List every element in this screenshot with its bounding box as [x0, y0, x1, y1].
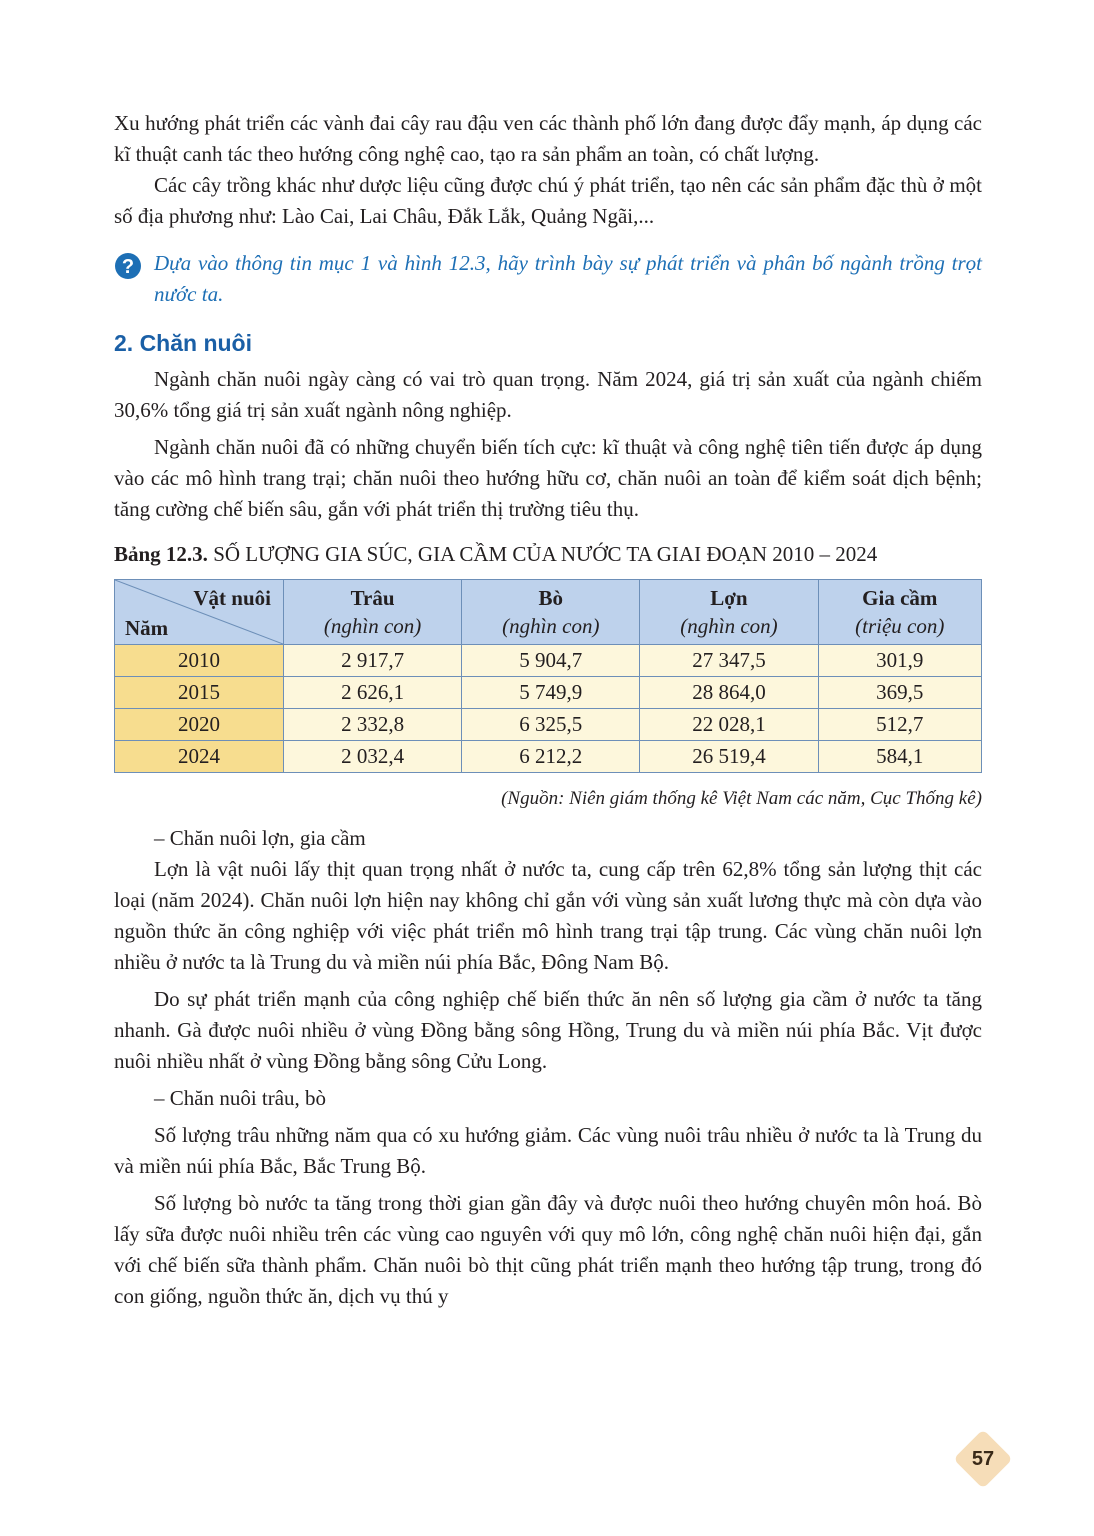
year-cell: 2020 — [115, 709, 284, 741]
table-row — [115, 741, 982, 773]
subheading-buffalo-cattle: – Chăn nuôi trâu, bò — [154, 1086, 327, 1110]
value-cell: 5 904,7 — [462, 645, 640, 677]
value-cell: 6 325,5 — [462, 709, 640, 741]
table-caption-text: SỐ LƯỢNG GIA SÚC, GIA CẦM CỦA NƯỚC TA GIAI ĐOẠN 2010 – 2024 — [207, 542, 878, 566]
column-unit: (nghìn con) — [680, 614, 778, 638]
page-content — [114, 108, 982, 1312]
table-row — [115, 645, 982, 677]
column-unit: (triệu con) — [855, 614, 945, 638]
paragraph-medicinal: Các cây trồng khác như dược liệu cũng được chú ý phát triển, tạo nên các sản phẩm đặc thù ở một số địa phương như: Lào Cai, Lai Châu, Đắk Lắk, Quảng Ngãi,... — [114, 173, 982, 228]
paragraph-poultry: Do sự phát triển mạnh của công nghiệp chế biến thức ăn nên số lượng gia cầm ở nước ta tăng nhanh. Gà được nuôi nhiều ở vùng Đồng bằng sông Hồng, Trung du và miền núi phía Bắc. Vịt được nuôi nhiều nhất ở vùng Đồng bằng sông Cửu Long. — [114, 987, 982, 1073]
value-cell: 26 519,4 — [640, 741, 818, 773]
paragraph-buffalo: Số lượng trâu những năm qua có xu hướng giảm. Các vùng nuôi trâu nhiều ở nước ta là Trung du và miền núi phía Bắc, Bắc Trung Bộ. — [114, 1123, 982, 1178]
column-name: Bò — [538, 586, 564, 610]
column-name: Gia cầm — [862, 586, 938, 610]
value-cell: 6 212,2 — [462, 741, 640, 773]
table-source: (Nguồn: Niên giám thống kê Việt Nam các năm, Cục Thống kê) — [501, 788, 982, 809]
value-cell: 512,7 — [818, 709, 981, 741]
year-cell: 2024 — [115, 741, 284, 773]
section-title: 2. Chăn nuôi — [114, 330, 252, 356]
value-cell: 2 332,8 — [284, 709, 462, 741]
column-unit: (nghìn con) — [323, 614, 422, 638]
livestock-table — [114, 579, 982, 773]
value-cell: 2 626,1 — [284, 677, 462, 709]
corner-label-year: Năm — [125, 616, 169, 640]
table-caption — [114, 539, 982, 569]
subheading-pig-poultry: – Chăn nuôi lợn, gia cầm — [154, 826, 366, 850]
table-corner-cell — [115, 580, 284, 645]
value-cell: 584,1 — [818, 741, 981, 773]
value-cell: 2 032,4 — [284, 741, 462, 773]
value-cell: 2 917,7 — [284, 645, 462, 677]
corner-label-animal: Vật nuôi — [193, 586, 271, 610]
value-cell: 28 864,0 — [640, 677, 818, 709]
paragraph-vegetables: Xu hướng phát triển các vành đai cây rau đậu ven các thành phố lớn đang được đẩy mạnh, áp dụng các kĩ thuật canh tác theo hướng công nghệ cao, tạo ra sản phẩm an toàn, có chất lượng. — [114, 111, 982, 166]
value-cell: 22 028,1 — [640, 709, 818, 741]
value-cell: 369,5 — [818, 677, 981, 709]
column-header-pig — [640, 580, 818, 645]
column-name: Trâu — [350, 586, 395, 610]
column-header-buffalo — [284, 580, 462, 645]
paragraph-livestock-changes: Ngành chăn nuôi đã có những chuyển biến tích cực: kĩ thuật và công nghệ tiên tiến được áp dụng vào các mô hình trang trại; chăn nuôi theo hướng hữu cơ, chăn nuôi an toàn để kiểm soát dịch bệnh; tăng cường chế biến sâu, gắn với phát triển thị trường tiêu thụ. — [114, 435, 982, 521]
value-cell: 27 347,5 — [640, 645, 818, 677]
value-cell: 5 749,9 — [462, 677, 640, 709]
value-cell: 301,9 — [818, 645, 981, 677]
column-unit: (nghìn con) — [502, 614, 600, 638]
question-box — [114, 248, 982, 310]
paragraph-cattle: Số lượng bò nước ta tăng trong thời gian gần đây và được nuôi theo hướng chuyên môn hoá. Bò lấy sữa được nuôi nhiều trên các vùng cao nguyên với quy mô lớn, công nghệ chăn nuôi hiện đại, gắn với chế biến sữa thành phẩm. Chăn nuôi bò thịt cũng phát triển mạnh theo hướng tập trung, trong đó con giống, nguồn thức ăn, dịch vụ thú y — [114, 1191, 982, 1308]
paragraph-livestock-role: Ngành chăn nuôi ngày càng có vai trò quan trọng. Năm 2024, giá trị sản xuất của ngành chiếm 30,6% tổng giá trị sản xuất ngành nông nghiệp. — [114, 367, 982, 422]
svg-text:?: ? — [121, 256, 135, 278]
table-row — [115, 677, 982, 709]
paragraph-pig: Lợn là vật nuôi lấy thịt quan trọng nhất ở nước ta, cung cấp trên 62,8% tổng sản lượng thịt các loại (năm 2024). Chăn nuôi lợn hiện nay không chỉ gắn với vùng sản xuất lương thực mà còn dựa vào nguồn thức ăn công nghiệp với việc phát triển mô hình trang trại tập trung. Các vùng chăn nuôi lợn nhiều ở nước ta là Trung du và miền núi phía Bắc, Đông Nam Bộ. — [114, 857, 982, 974]
page-number: 57 — [971, 1448, 995, 1470]
table-header-row — [115, 580, 982, 645]
table-row — [115, 709, 982, 741]
column-name: Lợn — [710, 586, 748, 610]
column-header-cattle — [462, 580, 640, 645]
question-text: Dựa vào thông tin mục 1 và hình 12.3, hãy trình bày sự phát triển và phân bố ngành trồng trọt nước ta. — [154, 251, 982, 306]
column-header-poultry — [818, 580, 981, 645]
year-cell: 2010 — [115, 645, 284, 677]
table-caption-label: Bảng 12.3. — [114, 542, 208, 566]
year-cell: 2015 — [115, 677, 284, 709]
question-icon — [114, 252, 142, 280]
